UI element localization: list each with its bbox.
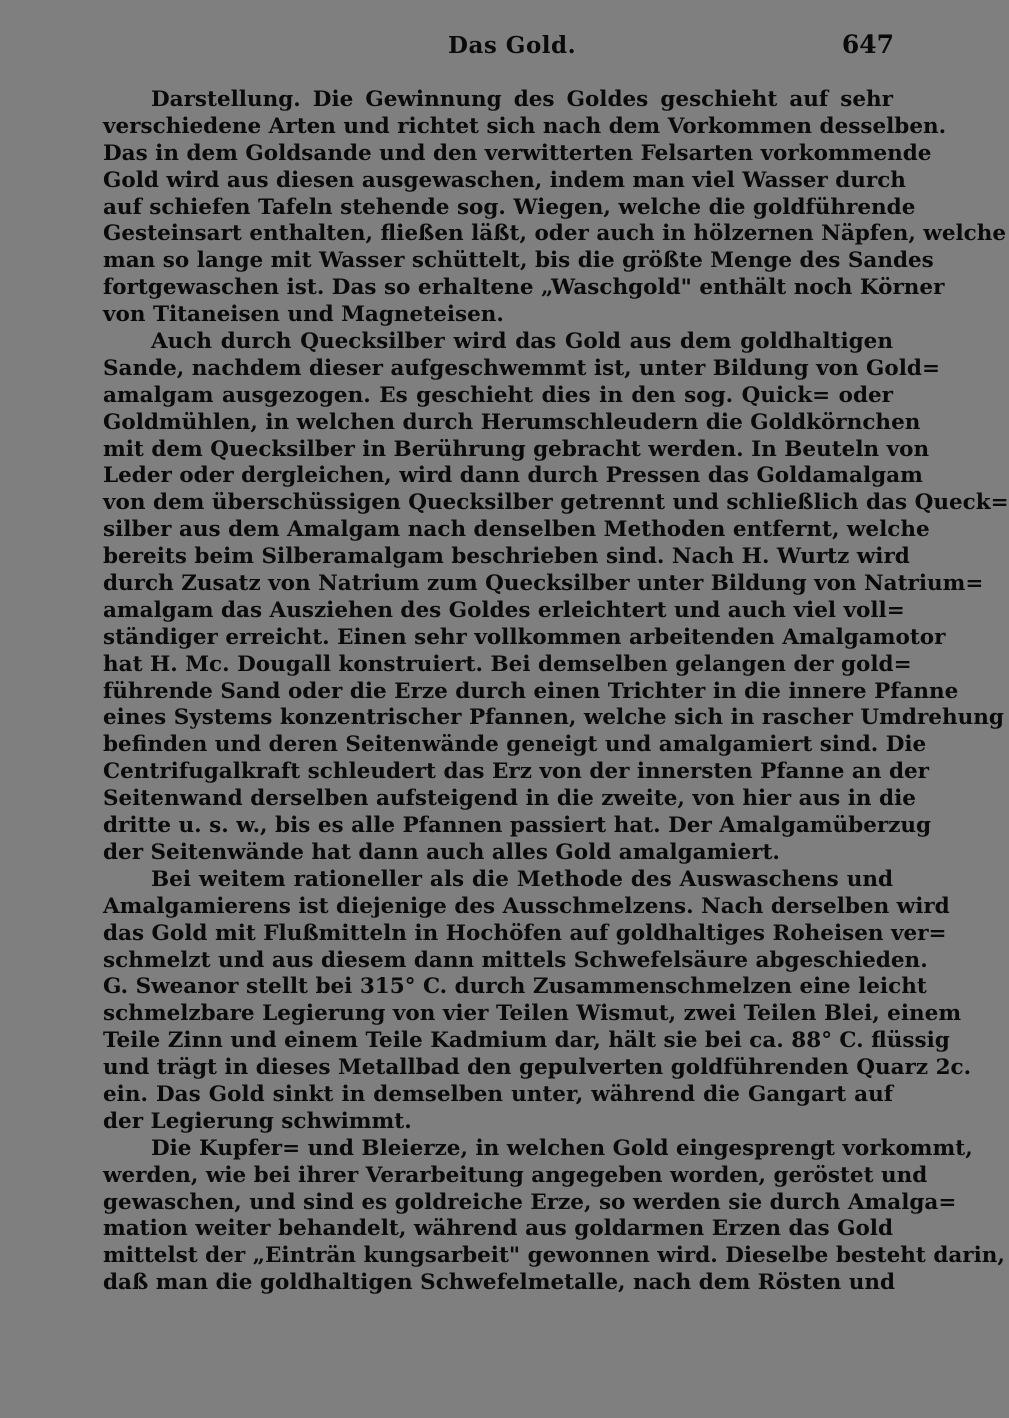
text-line: man so lange mit Wasser schüttelt, bis die größte Menge des Sandes xyxy=(103,248,934,274)
text-line: Darstellung. Die Gewinnung des Goldes geschieht auf sehr xyxy=(151,87,893,112)
text-line: Die Kupfer= und Bleierze, in welchen Gold eingesprengt vorkommt, xyxy=(151,1135,973,1161)
paragraph xyxy=(103,866,972,1136)
text-line: Leder oder dergleichen, wird dann durch Pressen das Goldamalgam xyxy=(103,463,923,489)
text-line: amalgam ausgezogen. Es geschieht dies in den sog. Quick= oder xyxy=(103,382,893,408)
text-line: Gold wird aus diesen ausgewaschen, indem man viel Wasser durch xyxy=(103,167,906,193)
text-line: amalgam das Ausziehen des Goldes erleichtert und auch viel voll= xyxy=(103,597,905,623)
text-line: der Legierung schwimmt. xyxy=(103,1108,412,1134)
running-title: Das Gold. xyxy=(448,32,577,59)
text-line: Seitenwand derselben aufsteigend in die zweite, von hier aus in die xyxy=(103,786,916,812)
text-line: silber aus dem Amalgam nach denselben Methoden entfernt, welche xyxy=(103,517,930,543)
text-line: Teile Zinn und einem Teile Kadmium dar, hält sie bei ca. 88° C. flüssig xyxy=(103,1028,950,1054)
text-line: fortgewaschen ist. Das so erhaltene „Waschgold" enthält noch Körner xyxy=(103,275,945,301)
text-line: Auch durch Quecksilber wird das Gold aus dem goldhaltigen xyxy=(151,329,893,355)
text-line: werden, wie bei ihrer Verarbeitung angegeben worden, geröstet und xyxy=(103,1162,928,1188)
text-line: daß man die goldhaltigen Schwefelmetalle, nach dem Rösten und xyxy=(103,1270,896,1296)
text-line: gewaschen, und sind es goldreiche Erze, so werden sie durch Amalga= xyxy=(103,1189,957,1215)
text-line: Das in dem Goldsande und den verwitterten Felsarten vorkommende xyxy=(103,140,932,166)
text-line: Gesteinsart enthalten, fließen läßt, oder auch in hölzernen Näpfen, welche xyxy=(103,221,1007,247)
text-line: dritte u. s. w., bis es alle Pfannen passiert hat. Der Amalgamüberzug xyxy=(103,813,932,839)
text-line: G. Sweanor stellt bei 315° C. durch Zusammenschmelzen eine leicht xyxy=(103,974,927,1000)
text-line: Centrifugalkraft schleudert das Erz von der innersten Pfanne an der xyxy=(103,759,930,785)
paragraph xyxy=(103,329,1009,867)
text-line: der Seitenwände hat dann auch alles Gold amalgamiert. xyxy=(103,839,780,865)
text-line: von dem überschüssigen Quecksilber getrennt und schließlich das Queck= xyxy=(103,490,1009,516)
body-text xyxy=(103,87,1009,1297)
text-line: auf schiefen Tafeln stehende sog. Wiegen, welche die goldführende xyxy=(103,194,916,220)
text-line: mation weiter behandelt, während aus goldarmen Erzen das Gold xyxy=(103,1216,893,1242)
text-line: bereits beim Silberamalgam beschrieben sind. Nach H. Wurtz wird xyxy=(103,544,910,570)
page-number: 647 xyxy=(841,30,894,59)
text-line: führende Sand oder die Erze durch einen Trichter in die innere Pfanne xyxy=(103,678,959,704)
text-line: schmelzt und aus diesem dann mittels Schwefelsäure abgeschieden. xyxy=(103,947,928,973)
text-line: verschiedene Arten und richtet sich nach dem Vorkommen desselben. xyxy=(103,113,947,139)
text-line: ein. Das Gold sinkt in demselben unter, während die Gangart auf xyxy=(103,1081,893,1107)
text-line: befinden und deren Seitenwände geneigt und amalgamiert sind. Die xyxy=(103,732,927,758)
text-line: Bei weitem rationeller als die Methode des Auswaschens und xyxy=(151,866,893,892)
text-line: hat H. Mc. Dougall konstruiert. Bei demselben gelangen der gold= xyxy=(103,651,912,677)
text-line: schmelzbare Legierung von vier Teilen Wismut, zwei Teilen Blei, einem xyxy=(103,1001,962,1027)
text-line: durch Zusatz von Natrium zum Quecksilber unter Bildung von Natrium= xyxy=(103,571,984,597)
text-line: von Titaneisen und Magneteisen. xyxy=(103,302,504,328)
paragraph xyxy=(103,1135,1005,1297)
paragraph xyxy=(103,87,1007,329)
text-line: mit dem Quecksilber in Berührung gebracht werden. In Beuteln von xyxy=(103,436,930,462)
text-line: und trägt in dieses Metallbad den gepulverten goldführenden Quarz 2c. xyxy=(103,1055,972,1081)
text-line: mittelst der „Einträn kungsarbeit" gewonnen wird. Dieselbe besteht darin, xyxy=(103,1243,1005,1269)
text-line: Amalgamierens ist diejenige des Ausschmelzens. Nach derselben wird xyxy=(103,893,950,919)
text-line: ständiger erreicht. Einen sehr vollkommen arbeitenden Amalgamotor xyxy=(103,624,946,650)
text-line: eines Systems konzentrischer Pfannen, welche sich in rascher Umdrehung xyxy=(103,705,1004,731)
text-line: das Gold mit Flußmitteln in Hochöfen auf goldhaltiges Roheisen ver= xyxy=(103,920,947,946)
text-line: Goldmühlen, in welchen durch Herumschleudern die Goldkörnchen xyxy=(103,409,921,435)
text-line: Sande, nachdem dieser aufgeschwemmt ist, unter Bildung von Gold= xyxy=(103,355,940,381)
